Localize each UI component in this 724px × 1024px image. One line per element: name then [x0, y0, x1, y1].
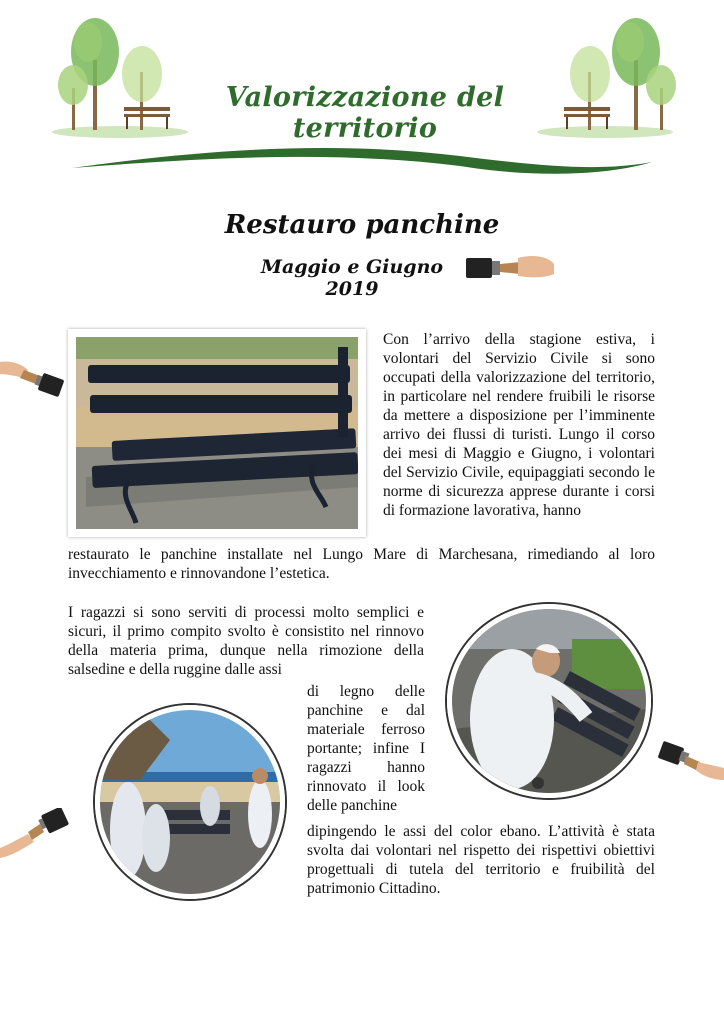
paragraph-1-full-width: restaurato le panchine installate nel Lungo Mare di Marchesana, rimediando al loro invecchiamento e rinnovandone l’estetica. — [68, 546, 655, 582]
paintbrush-icon — [656, 738, 724, 784]
volunteers-seafront-photo — [95, 705, 285, 899]
article-title: Restauro panchine — [224, 210, 500, 240]
paragraph-1-right-column: Con l’arrivo della stagione estiva, i volontari del Servizio Civile si sono occupati della valorizzazione del territorio, in particolare nel rendere fruibili le risorse da mettere a disposizione per l’imminente arrivo dei flussi di turisti. Lungo il corso dei mesi di Maggio e Giugno, i volontari del Servizio Civile, equipaggiati secondo le norme di sicurezza apprese durante i corsi di formazione lavorativa, hanno — [383, 331, 655, 519]
article-subtitle: Maggio e Giugno 2019 — [260, 256, 444, 300]
bench-photo-frame — [68, 329, 366, 537]
volunteers-seafront-image — [100, 710, 280, 894]
volunteer-painting-photo — [447, 604, 651, 798]
bench-photo — [76, 337, 358, 529]
paragraph-2-top: I ragazzi si sono serviti di processi molto semplici e sicuri, il primo compito svolto è consistito nel rinnovo della materia prima, dunque nella rimozione della salsedine e della ruggine dalle assi — [68, 604, 424, 678]
green-swoosh-divider — [72, 148, 652, 174]
paintbrush-icon — [0, 808, 72, 864]
paintbrush-icon — [462, 250, 556, 286]
banner-title: Valorizzazione del territorio — [225, 82, 505, 144]
volunteer-painting-image — [452, 609, 646, 793]
paragraph-2-middle: di legno delle panchine e dal materiale ferroso portante; infine I ragazzi hanno rinnovato il look delle panchine — [307, 683, 425, 814]
paragraph-2-bottom: dipingendo le assi del color ebano. L’attività è stata svolta dai volontari nel rispetto dei rispettivi obiettivi progettuali di tutela del territorio e fruibilità del patrimonio Cittadino. — [307, 823, 655, 897]
paintbrush-icon — [0, 356, 66, 400]
